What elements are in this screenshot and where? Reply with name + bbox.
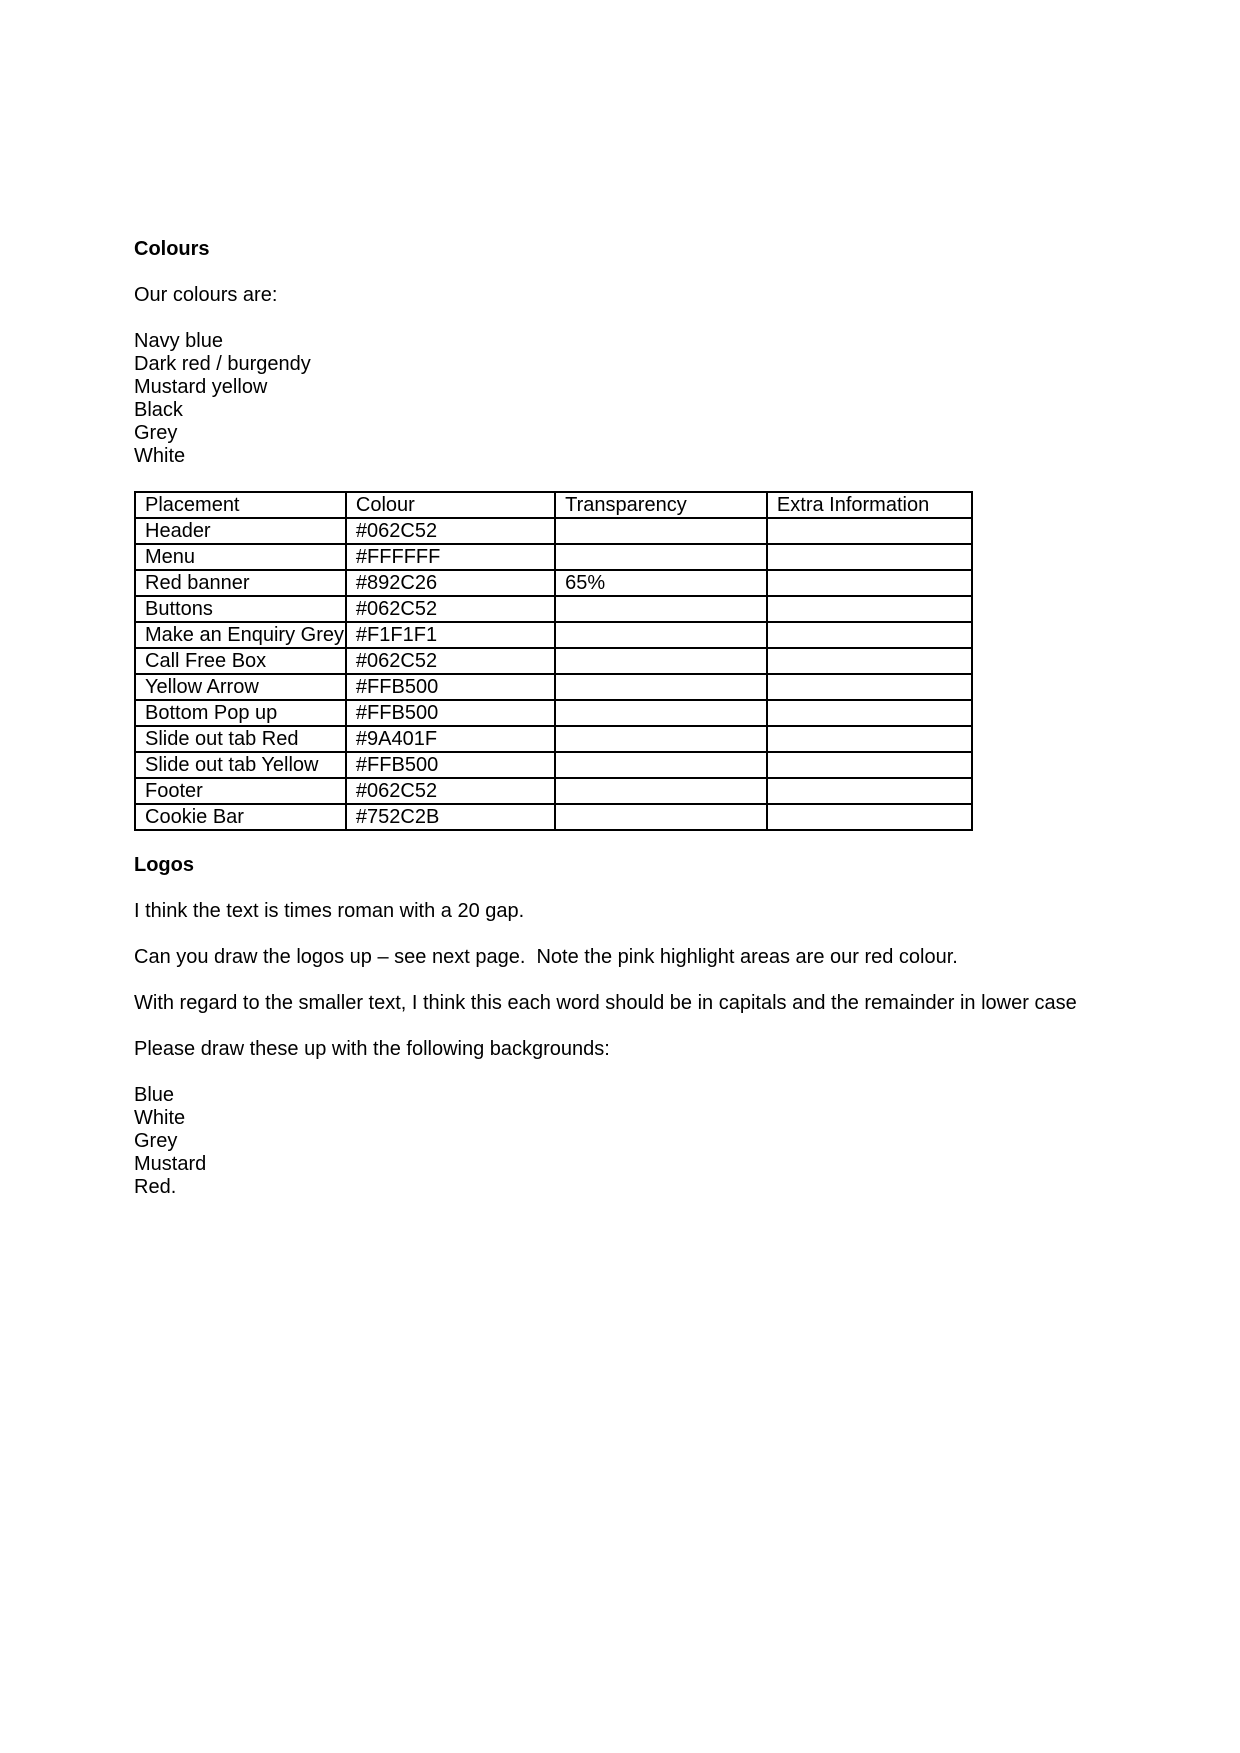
- extra-information-cell: [767, 674, 972, 700]
- extra-information-cell: [767, 622, 972, 648]
- extra-information-cell: [767, 778, 972, 804]
- column-header-placement: Placement: [135, 492, 346, 518]
- colour-list-item: Mustard yellow: [134, 376, 268, 398]
- table-row: [135, 726, 972, 752]
- colour-list-item: Navy blue: [134, 330, 223, 352]
- placement-cell: Make an Enquiry Grey: [135, 622, 346, 648]
- table-row: [135, 648, 972, 674]
- logos-paragraph: I think the text is times roman with a 20 gap.: [134, 900, 525, 922]
- placement-cell: Bottom Pop up: [135, 700, 346, 726]
- table-row: [135, 622, 972, 648]
- transparency-cell: [555, 804, 767, 830]
- extra-information-cell: [767, 544, 972, 570]
- logos-paragraph: Please draw these up with the following backgrounds:: [134, 1038, 610, 1060]
- column-header-transparency: Transparency: [555, 492, 767, 518]
- placement-cell: Slide out tab Red: [135, 726, 346, 752]
- extra-information-cell: [767, 726, 972, 752]
- column-header-extra-information: Extra Information: [767, 492, 972, 518]
- transparency-cell: [555, 778, 767, 804]
- table-row: [135, 752, 972, 778]
- transparency-cell: [555, 622, 767, 648]
- placement-cell: Red banner: [135, 570, 346, 596]
- colour-cell: #FFB500: [346, 752, 555, 778]
- colour-cell: #FFB500: [346, 674, 555, 700]
- placement-cell: Yellow Arrow: [135, 674, 346, 700]
- transparency-cell: [555, 674, 767, 700]
- transparency-cell: [555, 752, 767, 778]
- table-row: [135, 544, 972, 570]
- placement-cell: Buttons: [135, 596, 346, 622]
- background-list-item: White: [134, 1107, 186, 1129]
- colour-cell: #062C52: [346, 648, 555, 674]
- table-row: [135, 570, 972, 596]
- transparency-cell: [555, 518, 767, 544]
- extra-information-cell: [767, 596, 972, 622]
- table-row: [135, 804, 972, 830]
- table-row: [135, 700, 972, 726]
- extra-information-cell: [767, 518, 972, 544]
- placement-cell: Menu: [135, 544, 346, 570]
- colour-cell: #062C52: [346, 778, 555, 804]
- transparency-cell: [555, 648, 767, 674]
- placement-colour-table: [134, 491, 973, 831]
- transparency-cell: [555, 700, 767, 726]
- extra-information-cell: [767, 700, 972, 726]
- colour-cell: #062C52: [346, 596, 555, 622]
- colour-cell: #752C2B: [346, 804, 555, 830]
- background-list-item: Mustard: [134, 1153, 207, 1175]
- background-colour-list: [134, 1084, 1194, 1199]
- table-row: [135, 518, 972, 544]
- colour-cell: #062C52: [346, 518, 555, 544]
- background-list-item: Blue: [134, 1084, 175, 1106]
- colour-cell: #9A401F: [346, 726, 555, 752]
- transparency-cell: 65%: [555, 570, 767, 596]
- colour-name-list: [134, 330, 1194, 468]
- table-row: [135, 778, 972, 804]
- colour-cell: #892C26: [346, 570, 555, 596]
- placement-cell: Footer: [135, 778, 346, 804]
- table-header-row: [135, 492, 972, 518]
- colour-list-item: Black: [134, 399, 183, 421]
- extra-information-cell: [767, 752, 972, 778]
- colour-list-item: White: [134, 445, 186, 467]
- colour-list-item: Grey: [134, 422, 178, 444]
- transparency-cell: [555, 726, 767, 752]
- transparency-cell: [555, 544, 767, 570]
- logos-paragraph: With regard to the smaller text, I think this each word should be in capitals and the remainder in lower case: [134, 992, 1077, 1014]
- colours-heading: Colours: [134, 238, 210, 260]
- colour-cell: #FFB500: [346, 700, 555, 726]
- background-list-item: Grey: [134, 1130, 178, 1152]
- colour-list-item: Dark red / burgendy: [134, 353, 311, 375]
- colours-intro: Our colours are:: [134, 284, 278, 306]
- colour-cell: #F1F1F1: [346, 622, 555, 648]
- placement-cell: Slide out tab Yellow: [135, 752, 346, 778]
- extra-information-cell: [767, 570, 972, 596]
- transparency-cell: [555, 596, 767, 622]
- placement-cell: Header: [135, 518, 346, 544]
- placement-cell: Call Free Box: [135, 648, 346, 674]
- extra-information-cell: [767, 804, 972, 830]
- table-row: [135, 674, 972, 700]
- table-row: [135, 596, 972, 622]
- logos-paragraph: Can you draw the logos up – see next page. Note the pink highlight areas are our red colour.: [134, 946, 958, 968]
- extra-information-cell: [767, 648, 972, 674]
- placement-cell: Cookie Bar: [135, 804, 346, 830]
- colour-cell: #FFFFFF: [346, 544, 555, 570]
- logos-heading: Logos: [134, 854, 194, 876]
- background-list-item: Red.: [134, 1176, 177, 1198]
- column-header-colour: Colour: [346, 492, 555, 518]
- document-page: [134, 238, 1194, 1222]
